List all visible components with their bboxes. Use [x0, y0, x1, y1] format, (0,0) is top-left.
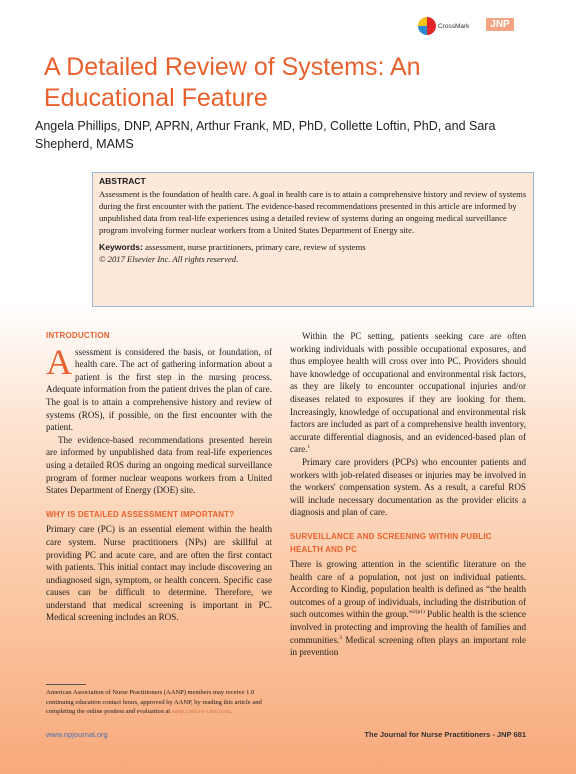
copyright-notice: © 2017 Elsevier Inc. All rights reserved. [99, 254, 239, 264]
intro-paragraph-1-text: ssessment is considered the basis, or foundation, of health care. The act of gathering information about a patient is the first step in the nursing process. Adequate information from the patient drives the plan of care. The goal is to attain a comprehensive history and review of systems (ROS), if possible, on the first encounter with the patient. [46, 346, 272, 433]
citation-2: 2(p1) [412, 609, 425, 616]
col2-paragraph-2: Primary care providers (PCPs) who encounter patients and workers with job-related diseases or injuries may be involved in the workers' compensation system. As a result, a careful ROS will include necessary documentation as the provider elicits a diagnosis and plan of care. [290, 456, 526, 518]
crossmark-logo[interactable] [418, 17, 480, 39]
left-column [46, 330, 272, 624]
crossmark-icon [418, 17, 436, 35]
abstract-body: Assessment is the foundation of health care. A goal in health care is to attain a comprehensive history and review of systems during the first encounter with the patient. The evidence-based recommendations presented in this article are informed by unpublished data from real-life experiences using a detailed review of systems during an ongoing medical surveillance program involving former nuclear workers from a United States Department of Energy site. [99, 189, 527, 235]
col2-paragraph-1-text: Within the PC setting, patients seeking care are often working individuals with possible occupational exposures, and thus employee health will cross over into PC. Providers should have knowledge of occupational and environmental risk factors, as they are likely to encounter occupational injuries and/or diseases related to exposures if they are looking for them. Increasingly, knowledge of occupational and environmental risk factors are included as part of a comprehensive health inventory, accurate differential diagnosis, and an evidenced-based plan of care. [290, 331, 526, 455]
journal-badge: JNP [486, 18, 514, 31]
abstract-heading: ABSTRACT [99, 176, 146, 186]
drop-cap: A [46, 341, 72, 382]
journal-website-link[interactable]: www.npjournal.org [46, 730, 108, 739]
crossmark-label: CrossMark [438, 23, 470, 30]
surveillance-heading: SURVEILLANCE AND SCREENING WITHIN PUBLIC HEALTH AND PC [290, 531, 492, 554]
footnote-link[interactable]: aanp.com/ce-cme.com [171, 708, 231, 715]
col2-paragraph-3-b: Public health is the science involved in protecting and improving the health of families and communities. [290, 609, 526, 645]
abstract-box [92, 172, 534, 307]
footnote-divider [46, 684, 86, 685]
citation-3: 3 [339, 634, 343, 641]
col2-paragraph-3-c: Medical screening often plays an important role in prevention [290, 634, 526, 658]
footnote-text: American Association of Nurse Practitioners (AANP) members may receive 1.0 continuing education contact hours, approved by AANP, by reading this article and completing the online posttest and evaluation at [46, 689, 262, 715]
footnote-end: . [230, 708, 232, 715]
col2-paragraph-1 [290, 330, 526, 456]
right-column [290, 330, 526, 659]
why-heading: WHY IS DETAILED ASSESSMENT IMPORTANT? [46, 509, 235, 519]
why-paragraph-1: Primary care (PC) is an essential element within the health care system. Nurse practitioners (NPs) are skillful at providing PC and acute care, and are often the first contact with patients. This initial contact may include discovering an undiagnosed sign, symptom, or health concern. Specific case causes can be difficult to determine. Therefore, we understand that medical screening is important in PC. Medical screening includes an ROS. [46, 524, 272, 623]
footnote [46, 688, 272, 717]
keywords-list: assessment, nurse practitioners, primary care, review of systems [145, 242, 366, 252]
col2-paragraph-3-a: There is growing attention in the scientific literature on the health care of a population, not just on individual patients. According to Kindig, population health is defined as “the health outcomes of a group of individuals, including the distribution of such outcomes within the group.” [290, 559, 526, 620]
col2-paragraph-3 [290, 558, 526, 659]
intro-paragraph-2: The evidence-based recommendations presented herein are informed by unpublished data from real-life experiences using a detailed ROS during an ongoing medical surveillance program of former nuclear weapons workers from a United States Department of Energy (DOE) site. [46, 434, 272, 496]
journal-page-number: The Journal for Nurse Practitioners - JNP 681 [364, 730, 526, 739]
intro-paragraph-1 [46, 341, 272, 434]
citation-1: 1 [307, 444, 311, 451]
author-list: Angela Phillips, DNP, APRN, Arthur Frank, MD, PhD, Collette Loftin, PhD, and Sara Shepherd, MAMS [35, 119, 496, 151]
keywords-label: Keywords: [99, 242, 143, 252]
article-title: A Detailed Review of Systems: An Educational Feature [44, 53, 421, 112]
introduction-heading: INTRODUCTION [46, 331, 110, 340]
keywords [99, 241, 527, 253]
